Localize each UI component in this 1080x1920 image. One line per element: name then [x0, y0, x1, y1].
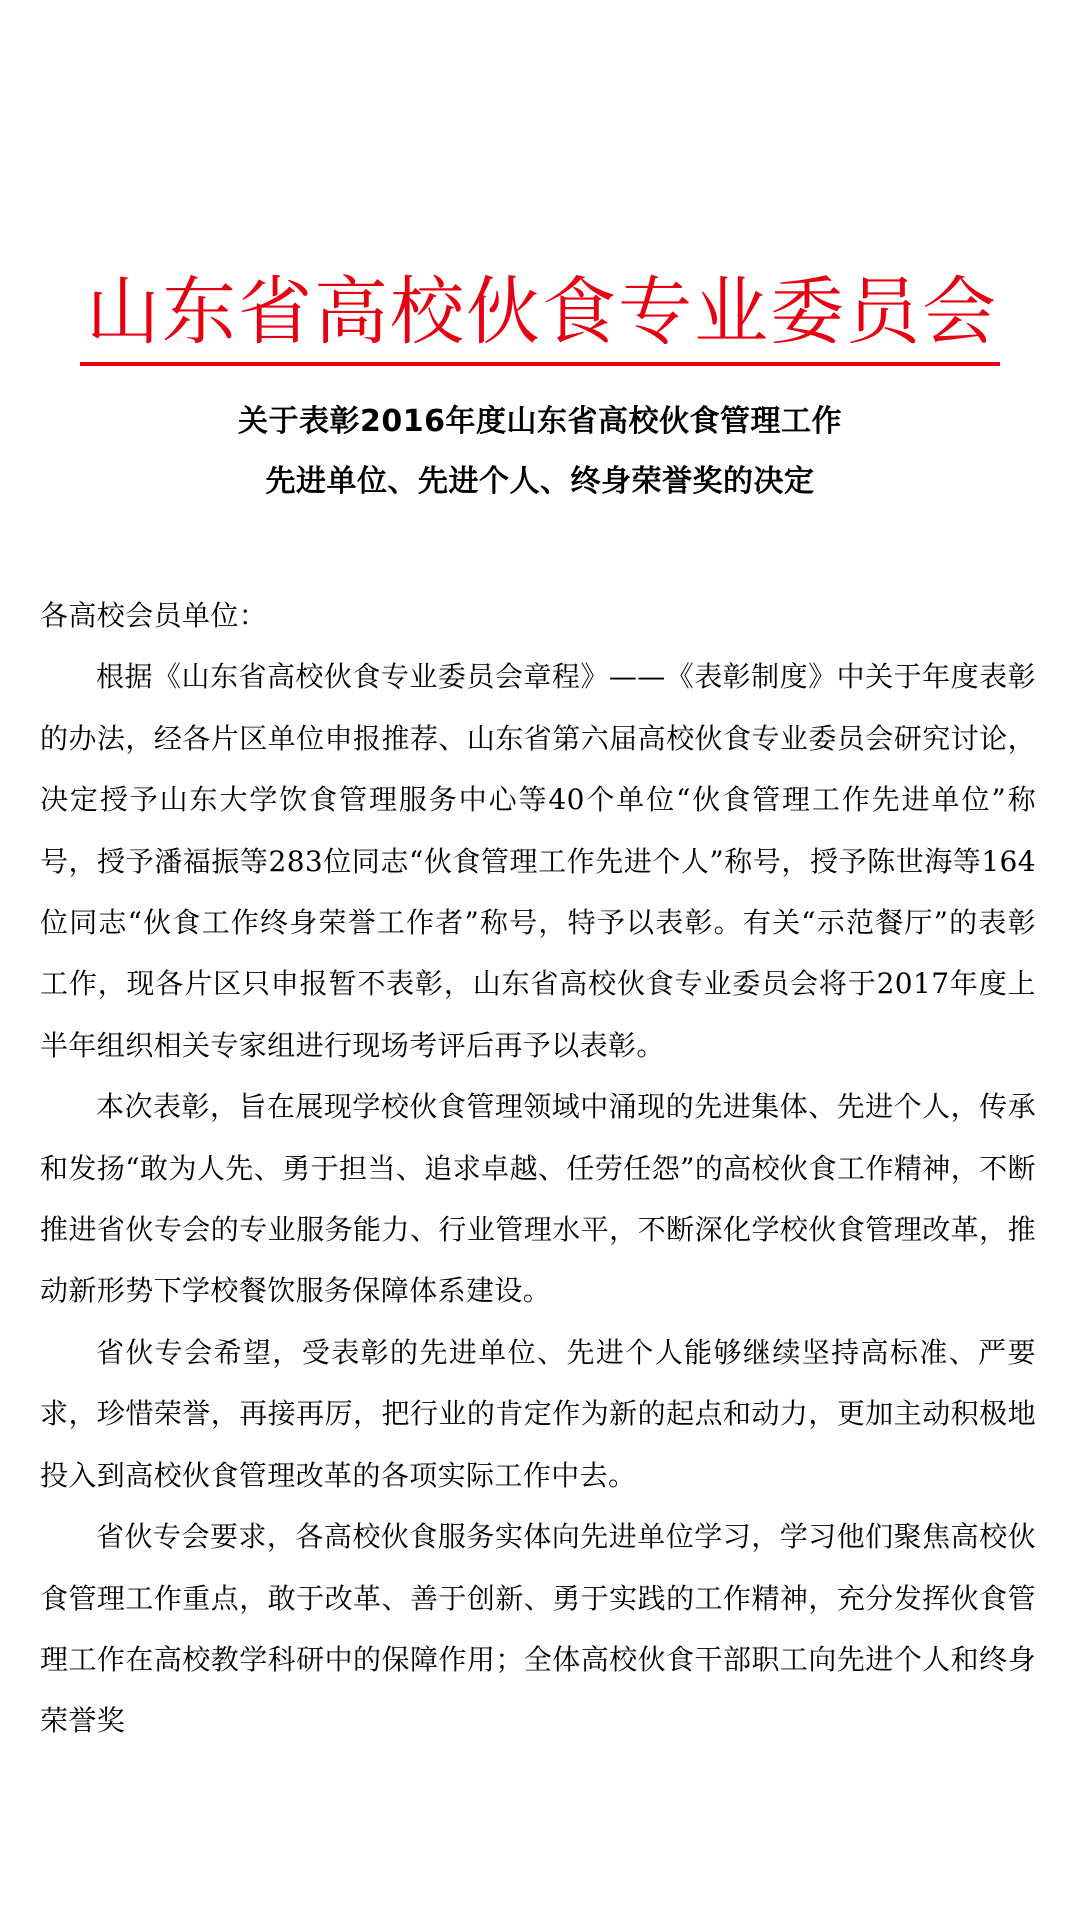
document-title-line-2: 先进单位、先进个人、终身荣誉奖的决定 — [265, 464, 815, 499]
document-body — [40, 585, 1036, 1752]
salutation: 各高校会员单位： — [40, 599, 268, 632]
masthead — [0, 262, 1080, 366]
masthead-title: 山东省高校伙食专业委员会 — [80, 262, 1000, 366]
paragraph-4: 省伙专会要求，各高校伙食服务实体向先进单位学习，学习他们聚焦高校伙食管理工作重点，敢于改革、善于创新、勇于实践的工作精神，充分发挥伙食管理工作在高校教学科研中的保障作用；全体高校伙食干部职工向先进个人和终身荣誉奖 — [40, 1520, 1036, 1738]
paragraph-2: 本次表彰，旨在展现学校伙食管理领域中涌现的先进集体、先进个人，传承和发扬“敢为人先、勇于担当、追求卓越、任劳任怨”的高校伙食工作精神，不断推进省伙专会的专业服务能力、行业管理水平，不断深化学校伙食管理改革，推动新形势下学校餐饮服务保障体系建设。 — [40, 1090, 1036, 1308]
paragraph-1: 根据《山东省高校伙食专业委员会章程》——《表彰制度》中关于年度表彰的办法，经各片区单位申报推荐、山东省第六届高校伙食专业委员会研究讨论，决定授予山东大学饮食管理服务中心等40个单位“伙食管理工作先进单位”称号，授予潘福振等283位同志“伙食管理工作先进个人”称号，授予陈世海等164位同志“伙食工作终身荣誉工作者”称号，特予以表彰。有关“示范餐厅”的表彰工作，现各片区只申报暂不表彰，山东省高校伙食专业委员会将于2017年度上半年组织相关专家组进行现场考评后再予以表彰。 — [40, 660, 1036, 1062]
document-title-line-1: 关于表彰2016年度山东省高校伙食管理工作 — [238, 404, 842, 439]
paragraph-3: 省伙专会希望，受表彰的先进单位、先进个人能够继续坚持高标准、严要求，珍惜荣誉，再接再厉，把行业的肯定作为新的起点和动力，更加主动积极地投入到高校伙食管理改革的各项实际工作中去。 — [40, 1335, 1036, 1492]
